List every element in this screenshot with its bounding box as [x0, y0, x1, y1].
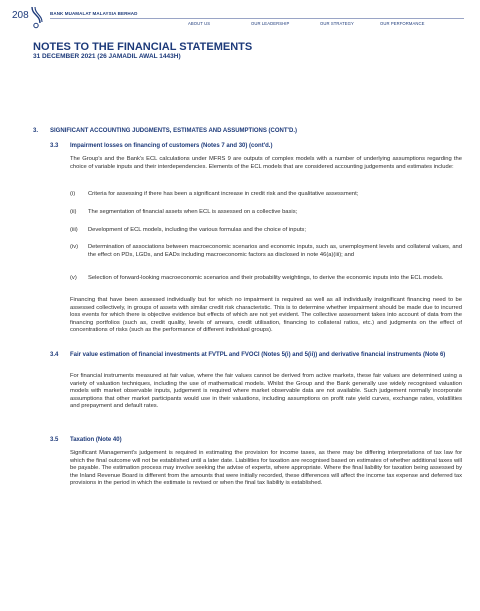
- subsection-3-4-number: 3.4: [50, 352, 59, 358]
- nav-our-strategy[interactable]: OUR STRATEGY: [320, 21, 354, 26]
- page-subtitle: 31 DECEMBER 2021 (26 JAMADIL AWAL 1443H): [33, 53, 181, 60]
- list-item: Criteria for assessing if there has been a significant increase in credit risk and the qualitative assessment;: [88, 191, 359, 197]
- subsection-3-3-intro: The Group's and the Bank's ECL calculations under MFRS 9 are outputs of complex models with a number of underlying assumptions regarding the choice of variable inputs and their interdependencies. Elements of the ECL models that are considered accounting judgements and estimates include:: [70, 156, 462, 170]
- subsection-3-4-body: For financial instruments measured at fair value, where the fair values cannot be derived from active markets, these fair values are determined using a variety of valuation techniques, including the use of mathematical models. Whilst the Group and the Bank generally use widely recognised valuation models with market observable inputs, judgement is required where market observable data are not available. Such judgement normally incorporate assumptions that other market participants would use in their valuations, including assumptions on profit rate yield curves, exchange rates, volatilities and prepayment and default rates.: [70, 373, 462, 410]
- nav-our-leadership[interactable]: OUR LEADERSHIP: [251, 21, 290, 26]
- item-number: (v): [70, 275, 77, 281]
- section-number: 3.: [33, 128, 39, 134]
- section-heading: SIGNIFICANT ACCOUNTING JUDGMENTS, ESTIMATES AND ASSUMPTIONS (CONT'D.): [50, 128, 297, 134]
- subsection-3-3-heading: Impairment losses on financing of customers (Notes 7 and 30) (cont'd.): [70, 143, 273, 149]
- page-title: NOTES TO THE FINANCIAL STATEMENTS: [33, 41, 253, 53]
- page-number: 208: [12, 10, 29, 21]
- item-number: (ii): [70, 209, 77, 215]
- subsection-3-3-number: 3.3: [50, 143, 59, 149]
- subsection-3-5-number: 3.5: [50, 437, 59, 443]
- list-item: Development of ECL models, including the various formulas and the choice of inputs;: [88, 227, 306, 233]
- nav-about-us[interactable]: ABOUT US: [188, 21, 211, 26]
- list-item: Determination of associations between macroeconomic scenarios and economic inputs, such as, unemployment levels and collateral values, and the effect on PDs, LGDs, and EADs including macroeconomic factors as disclosed in note 46(a)(iii); and: [88, 244, 462, 258]
- header-divider: [50, 18, 464, 19]
- item-number: (i): [70, 191, 76, 197]
- subsection-3-5-heading: Taxation (Note 40): [70, 437, 122, 443]
- bank-logo-icon: [29, 5, 43, 29]
- subsection-3-3-closing: Financing that have been assessed individually but for which no impairment is required as well as all individually insignificant financing need to be assessed collectively, in groups of assets with similar credit risk characteristic. This is to determine whether impairment should be made due to incurred loss events for which there is objective evidence but effects of which are not yet evident. The collective assessment takes into account of data from the financing portfolios (such as, credit quality, levels of arrears, credit utilisation, financing to collateral ratios, etc.) and judgments on the effect of concentrations of risks (such as the performance of different individual groups).: [70, 297, 462, 334]
- nav-our-performance[interactable]: OUR PERFORMANCE: [380, 21, 425, 26]
- list-item: The segmentation of financial assets when ECL is assessed on a collective basis;: [88, 209, 298, 215]
- item-number: (iv): [70, 244, 79, 250]
- subsection-3-5-body: Significant Management's judgement is required in estimating the provision for income taxes, as there may be differing interpretations of tax law for which the final outcome will not be established until a later date. Liabilities for taxation are recognised based on estimates of whether additional taxes will be payable. The estimation process may involve seeking the advise of experts, where appropriate. Where the final liability for taxation being assessed by the Inland Revenue Board is different from the amounts that were initially recorded, these differences will affect the income tax expense and deferred tax provisions in the period in which the estimate is revised or when the final tax liability is established.: [70, 450, 462, 487]
- item-number: (iii): [70, 227, 78, 233]
- list-item: Selection of forward-looking macroeconomic scenarios and their probability weightings, to derive the economic inputs into the ECL models.: [88, 275, 444, 281]
- page-header: [0, 0, 480, 30]
- bank-name: BANK MUAMALAT MALAYSIA BERHAD: [50, 11, 138, 16]
- subsection-3-4-heading: Fair value estimation of financial investments at FVTPL and FVOCI (Notes 5(i) and 5(ii)) and derivative financial instruments (Note 6): [70, 352, 446, 358]
